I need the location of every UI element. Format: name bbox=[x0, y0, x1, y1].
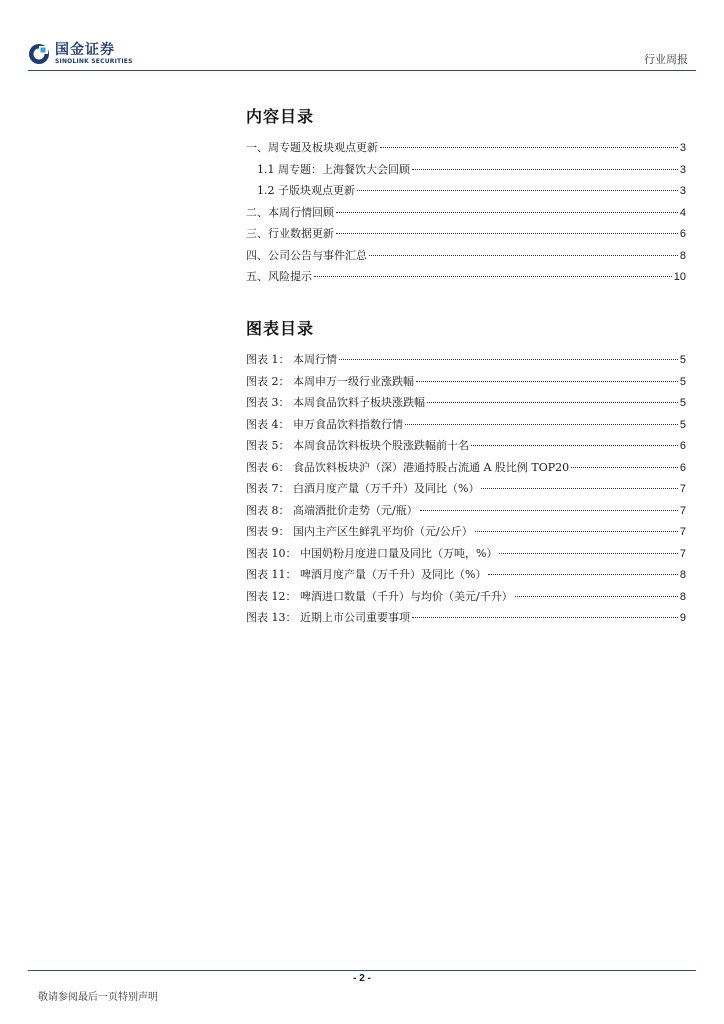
figures-entry-page: 7 bbox=[679, 504, 686, 517]
contents-entry-title: 五、风险提示 bbox=[246, 270, 312, 283]
figures-entry-title: 图表 1： 本周行情 bbox=[246, 353, 337, 366]
figures-entry-title: 图表 12： 啤酒进口数量（千升）与均价（美元/千升） bbox=[246, 589, 513, 603]
figures-entry[interactable] bbox=[246, 394, 686, 416]
figures-entry-page: 9 bbox=[679, 612, 686, 624]
dot-leader bbox=[515, 596, 678, 597]
dot-leader bbox=[336, 233, 678, 234]
figures-entry-title: 图表 3： 本周食品饮料子板块涨跌幅 bbox=[246, 396, 425, 409]
figures-section bbox=[246, 316, 686, 631]
dot-leader bbox=[471, 445, 678, 446]
contents-entry[interactable] bbox=[246, 139, 686, 161]
figures-entry[interactable] bbox=[246, 437, 686, 459]
figures-entry-page: 6 bbox=[679, 461, 686, 474]
figures-entry-title: 图表 2： 本周申万一级行业涨跌幅 bbox=[246, 374, 414, 388]
contents-title: 内容目录 bbox=[246, 107, 315, 126]
dot-leader bbox=[416, 381, 678, 382]
figures-entry-title: 图表 5： 本周食品饮料板块个股涨跌幅前十名 bbox=[246, 439, 469, 452]
figures-entry-title: 图表 8： 高端酒批价走势（元/瓶） bbox=[246, 503, 418, 517]
figures-entry-title: 图表 13： 近期上市公司重要事项 bbox=[246, 611, 410, 624]
figures-entry-title: 图表 9： 国内主产区生鲜乳平均价（元/公斤） bbox=[246, 525, 473, 538]
dot-leader bbox=[412, 617, 678, 618]
dot-leader bbox=[427, 402, 678, 403]
contents-section bbox=[246, 104, 686, 290]
contents-entry[interactable] bbox=[246, 204, 686, 226]
figures-entry[interactable] bbox=[246, 545, 686, 567]
dot-leader bbox=[499, 553, 677, 554]
page-header bbox=[0, 0, 724, 72]
contents-entry[interactable] bbox=[246, 161, 686, 183]
figures-entry-page: 5 bbox=[679, 397, 686, 409]
figures-entry[interactable] bbox=[246, 480, 686, 502]
dot-leader bbox=[475, 531, 678, 532]
contents-entry-title: 1.2 子版块观点更新 bbox=[257, 184, 355, 197]
footer-divider bbox=[28, 970, 696, 971]
contents-entry-title: 四、公司公告与事件汇总 bbox=[246, 248, 367, 262]
figures-list bbox=[246, 351, 686, 631]
logo-english-name: SINOLINK SECURITIES bbox=[55, 58, 133, 65]
figures-entry-page: 7 bbox=[679, 526, 686, 538]
figures-title: 图表目录 bbox=[246, 319, 315, 338]
dot-leader bbox=[380, 147, 678, 148]
logo-chinese-name: 国金证券 bbox=[55, 42, 115, 58]
header-divider bbox=[28, 70, 696, 71]
report-type-label: 行业周报 bbox=[644, 53, 688, 66]
dot-leader bbox=[336, 212, 678, 213]
contents-entry-title: 三、行业数据更新 bbox=[246, 227, 334, 240]
figures-entry-page: 8 bbox=[679, 569, 686, 581]
contents-entry[interactable] bbox=[246, 225, 686, 247]
disclaimer-text: 敬请参阅最后一页特别声明 bbox=[38, 992, 158, 1003]
contents-entry-page: 3 bbox=[679, 185, 686, 197]
dot-leader bbox=[488, 574, 677, 575]
company-logo bbox=[28, 40, 133, 68]
figures-entry-title: 图表 10： 中国奶粉月度进口量及同比（万吨，%） bbox=[246, 546, 498, 560]
contents-entry-page: 4 bbox=[679, 206, 686, 219]
figures-entry-page: 7 bbox=[679, 483, 686, 495]
figures-entry-title: 图表 11： 啤酒月度产量（万千升）及同比（%） bbox=[246, 568, 487, 581]
figures-entry[interactable] bbox=[246, 588, 686, 610]
figures-entry[interactable] bbox=[246, 416, 686, 438]
figures-entry[interactable] bbox=[246, 502, 686, 524]
dot-leader bbox=[314, 276, 672, 277]
figures-entry[interactable] bbox=[246, 523, 686, 545]
figures-entry-page: 6 bbox=[679, 440, 686, 452]
dot-leader bbox=[420, 510, 678, 511]
contents-entry-page: 3 bbox=[679, 142, 686, 154]
contents-list bbox=[246, 139, 686, 290]
figures-entry[interactable] bbox=[246, 459, 686, 481]
contents-entry-page: 3 bbox=[679, 163, 686, 176]
figures-entry-title: 图表 6： 食品饮料板块沪（深）港通持股占流通 A 股比例 TOP20 bbox=[246, 460, 570, 474]
contents-entry[interactable] bbox=[246, 247, 686, 269]
contents-entry[interactable] bbox=[246, 182, 686, 204]
dot-leader bbox=[357, 190, 678, 191]
figures-entry-page: 8 bbox=[679, 590, 686, 603]
contents-entry[interactable] bbox=[246, 268, 686, 290]
contents-entry-page: 10 bbox=[673, 271, 686, 283]
figures-entry-page: 5 bbox=[679, 354, 686, 366]
contents-entry-title: 二、本周行情回顾 bbox=[246, 205, 334, 219]
contents-entry-page: 8 bbox=[679, 249, 686, 262]
figures-entry-page: 5 bbox=[679, 418, 686, 431]
figures-entry-title: 图表 7： 白酒月度产量（万千升）及同比（%） bbox=[246, 482, 480, 495]
figures-entry[interactable] bbox=[246, 609, 686, 631]
dot-leader bbox=[571, 467, 678, 468]
figures-entry[interactable] bbox=[246, 351, 686, 373]
sinolink-logo-icon bbox=[28, 43, 50, 65]
figures-entry[interactable] bbox=[246, 373, 686, 395]
dot-leader bbox=[369, 255, 678, 256]
page-number: - 2 - bbox=[353, 973, 371, 984]
figures-entry-page: 7 bbox=[679, 547, 686, 560]
contents-entry-title: 一、周专题及板块观点更新 bbox=[246, 141, 378, 154]
dot-leader bbox=[412, 169, 678, 170]
figures-entry[interactable] bbox=[246, 566, 686, 588]
dot-leader bbox=[405, 424, 678, 425]
figures-entry-page: 5 bbox=[679, 375, 686, 388]
dot-leader bbox=[339, 359, 678, 360]
figures-entry-title: 图表 4： 申万食品饮料指数行情 bbox=[246, 417, 403, 431]
contents-entry-title: 1.1 周专题：上海餐饮大会回顾 bbox=[257, 162, 410, 176]
dot-leader bbox=[481, 488, 677, 489]
contents-entry-page: 6 bbox=[679, 228, 686, 240]
